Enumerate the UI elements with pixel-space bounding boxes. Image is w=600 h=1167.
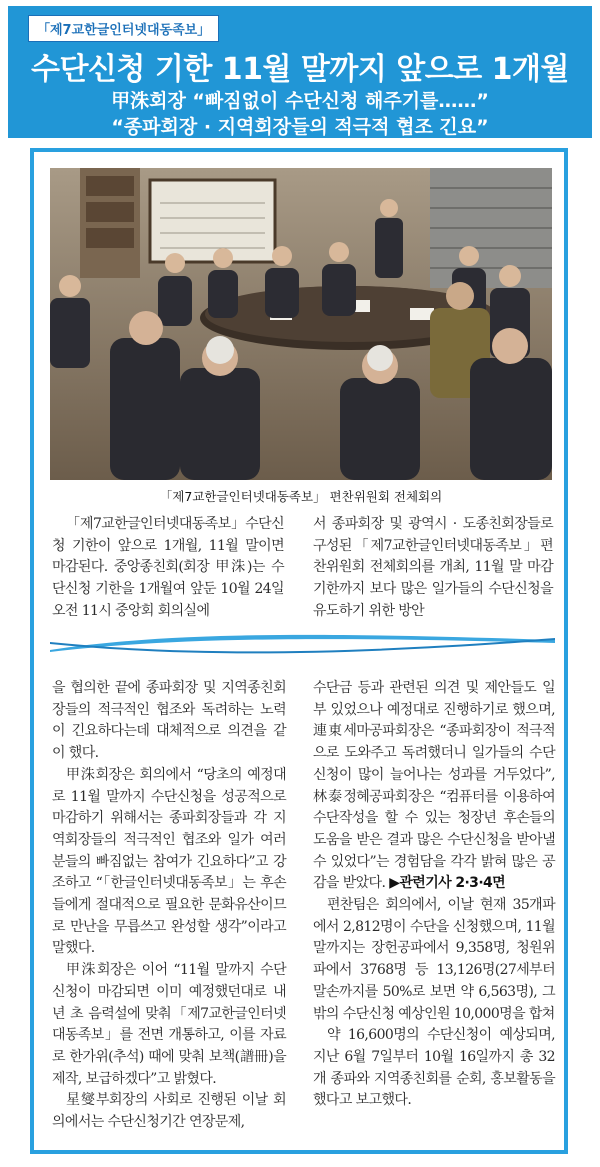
related-articles-link[interactable]: ▶관련기사 2·3·4면	[389, 875, 506, 892]
article-column-bottom-right	[313, 678, 555, 1112]
article-column-top-left	[52, 514, 284, 623]
photo-caption: 「제7교한글인터넷대동족보」 편찬위원회 전체회의	[159, 489, 443, 504]
wave-divider	[50, 630, 555, 656]
series-tag: 「제7교한글인터넷대동족보」	[28, 15, 219, 42]
header-banner	[8, 6, 592, 138]
paragraph: 星燮부회장의 사회로 진행된 이날 회의에서는 수단신청기간 연장문제,	[52, 1092, 286, 1131]
paragraph: 편찬팀은 회의에서, 이날 현재 35개파에서 2,812명이 수단을 신청했으며, 11월 말까지는 장헌공파에서 9,358명, 청원위파에서 3768명 등 13,126명(27세부터 말손까지를 50%로 보면 약 6,563명), 그 밖의 수단신청 예상인원 10,000명을 합쳐	[313, 897, 555, 1022]
paragraph: 「제7교한글인터넷대동족보」수단신청 기한이 앞으로 1개월, 11월 말이면 마감된다. 중앙종친회(회장 甲洙)는 수단신청 기한을 1개월여 앞둔 10월 24일 오전 11시 중앙회 회의실에	[52, 516, 284, 619]
paragraph	[313, 678, 555, 895]
paragraph: 甲洙회장은 이어 “11월 말까지 수단신청이 마감되면 이미 예정했던대로 내년 초 음력설에 맞춰「제7교한글인터넷대동족보」를 전면 개통하고, 이를 자료로 한가위(추석) 때에 맞춰 보책(譜冊)을 제작, 보급하겠다”고 밝혔다.	[52, 962, 286, 1087]
paragraph: 약 16,600명의 수단신청이 예상되며, 지난 6월 7일부터 10월 16일까지 총 32개 종파와 지역종친회를 순회, 홍보활동을 했다고 보고했다.	[313, 1027, 555, 1109]
article-column-bottom-left	[52, 678, 286, 1134]
headline: 수단신청 기한 11월 말까지 앞으로 1개월	[30, 52, 570, 87]
paragraph: 서 종파회장 및 광역시 · 도종친회장들로 구성된「제7교한글인터넷대동족보」편찬위원회 전체회의를 개최, 11월 말 마감기한까지 보다 많은 일가들의 수단신청을 유도하기 위한 방안	[313, 516, 553, 619]
subheadline-2: “종파회장 · 지역회장들의 적극적 협조 긴요”	[111, 116, 489, 138]
subheadline-1: 甲洙회장 “빠짐없이 수단신청 해주기를……”	[111, 90, 489, 112]
meeting-photo	[50, 168, 552, 480]
meeting-photo-illustration	[50, 168, 552, 480]
paragraph: 甲洙회장은 회의에서 “당초의 예정대로 11월 말까지 수단신청을 성공적으로 마감하기 위해서는 종파회장들과 각 지역회장들의 적극적인 협조와 일가 여러분들의 빠짐없는 참여가 긴요하다”고 강조하고 “「한글인터넷대동족보」는 후손들에게 절대적으로 필요한 문화유산이므로 만난을 무릅쓰고 완성할 생각”이라고 말했다.	[52, 766, 286, 957]
article-column-top-right	[313, 514, 553, 623]
paragraph: 을 협의한 끝에 종파회장 및 지역종친회장들의 적극적인 협조와 독려하는 노력이 긴요하다는데 대체적으로 의견을 같이 했다.	[52, 680, 286, 762]
paragraph-text: 수단금 등과 관련된 의견 및 제안들도 일부 있었으나 예정대로 진행하기로 했으며, 連東세마공파회장은 “종파회장이 적극적으로 도와주고 독려했더니 일가들의 수단신청이 많이 늘어나는 성과를 거두었다”, 林泰정혜공파회장은 “컴퓨터를 이용하여 수단작성을 할 수 있는 청장년 후손들의 도움을 받은 결과 많은 수단신청을 받아낼 수 있었다”는 경험담을 각각 밝혀 많은 공감을 받았다.	[313, 680, 555, 892]
